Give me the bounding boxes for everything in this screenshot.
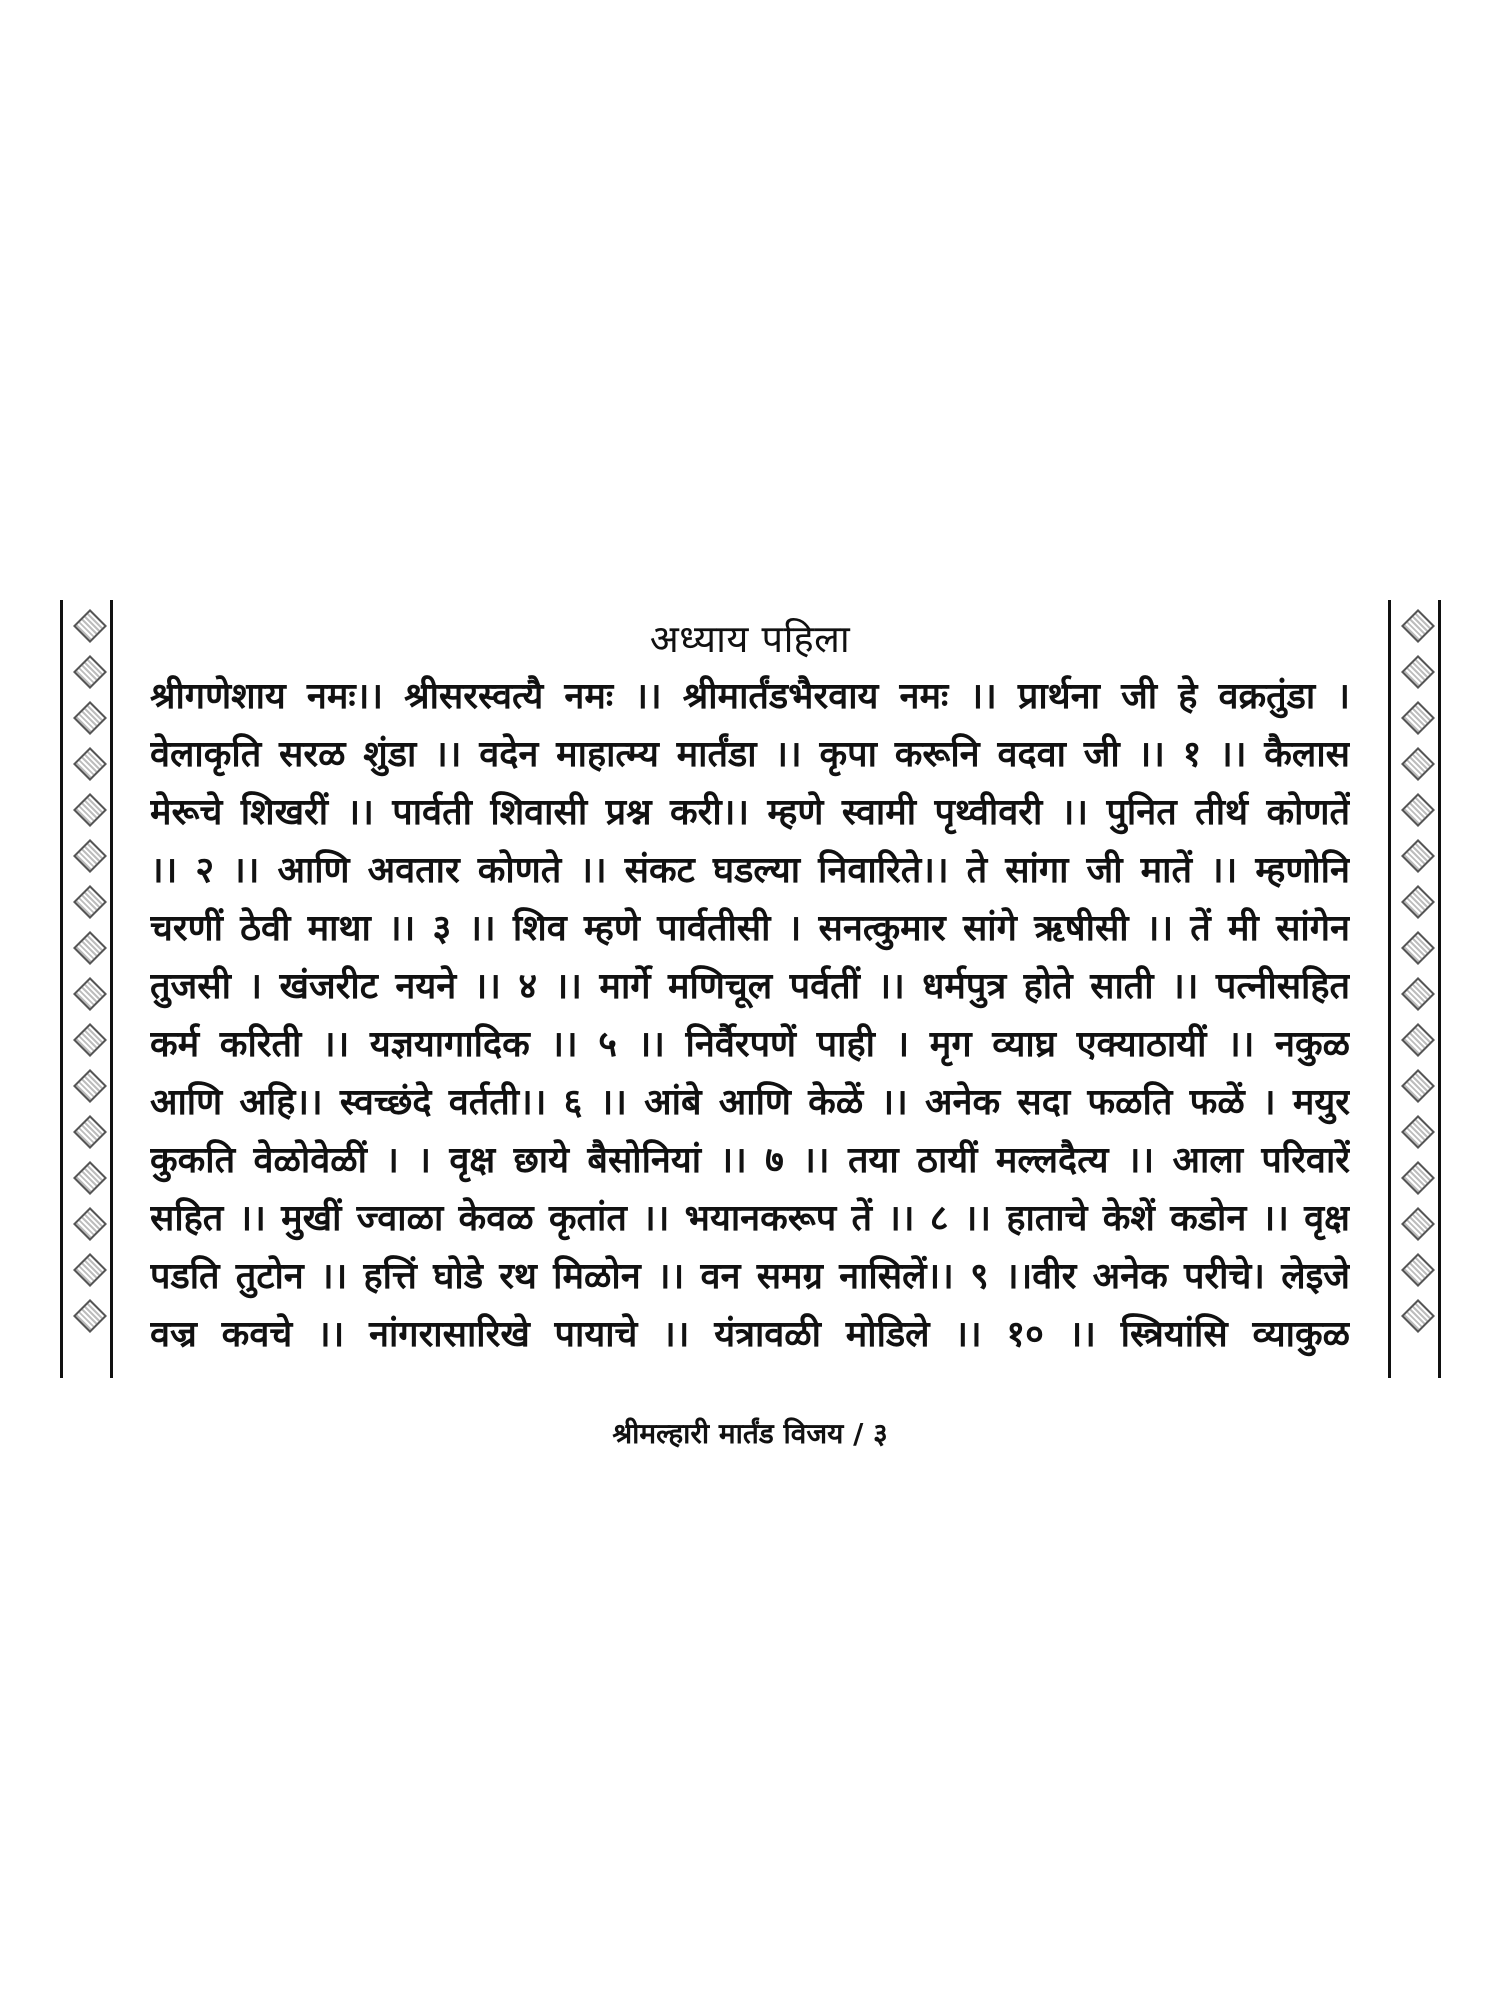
- border-rule: [1388, 600, 1391, 1378]
- diamond-ornament-icon: [1401, 747, 1435, 781]
- border-rule: [1438, 600, 1441, 1378]
- diamond-ornament-icon: [1401, 1069, 1435, 1103]
- diamond-ornament-stack: [73, 614, 107, 1350]
- verse-line: चरणीं ठेवी माथा ।। ३ ।। शिव म्हणे पार्वतीसी । सनत्कुमार सांगे ऋषीसी ।। तें मी सांगेन: [150, 908, 1350, 949]
- verse-line: पडति तुटोन ।। हत्तिं घोडे रथ मिळोन ।। वन समग्र नासिलें।। ९ ।।वीर अनेक परीचे। लेइजे: [150, 1256, 1350, 1297]
- diamond-ornament-icon: [1401, 1023, 1435, 1057]
- verse-line: वज्र कवचे ।। नांगरासारिखे पायाचे ।। यंत्रावळी मोडिले ।। १० ।। स्त्रियांसि व्याकुळ: [150, 1314, 1350, 1355]
- page-footer: श्रीमल्हारी मार्तंड विजय / ३: [612, 1417, 888, 1450]
- border-rule: [60, 600, 63, 1378]
- verse-text-block: [150, 668, 1350, 1364]
- diamond-ornament-icon: [73, 1023, 107, 1057]
- diamond-ornament-icon: [73, 977, 107, 1011]
- diamond-ornament-icon: [73, 931, 107, 965]
- diamond-ornament-icon: [1401, 1207, 1435, 1241]
- diamond-ornament-icon: [1401, 931, 1435, 965]
- diamond-ornament-icon: [73, 1115, 107, 1149]
- right-decorative-border: [1388, 600, 1448, 1378]
- verse-line: कुकति वेळोवेळीं । । वृक्ष छाये बैसोनियां ।। ७ ।। तया ठायीं मल्लदैत्य ।। आला परिवारें: [150, 1140, 1350, 1181]
- verse-line: सहित ।। मुखीं ज्वाळा केवळ कृतांत ।। भयानकरूप तें ।। ८ ।। हाताचे केशें कडोन ।। वृक्ष: [150, 1198, 1350, 1239]
- diamond-ornament-icon: [73, 1299, 107, 1333]
- diamond-ornament-icon: [73, 885, 107, 919]
- diamond-ornament-icon: [73, 793, 107, 827]
- diamond-ornament-icon: [1401, 701, 1435, 735]
- diamond-ornament-icon: [73, 1069, 107, 1103]
- verse-line: वेलाकृति सरळ शुंडा ।। वदेन माहात्म्य मार्तंडा ।। कृपा करूनि वदवा जी ।। १ ।। कैलास: [150, 734, 1350, 775]
- left-decorative-border: [60, 600, 120, 1378]
- diamond-ornament-icon: [73, 1207, 107, 1241]
- verse-line: आणि अहि।। स्वच्छंदे वर्तती।। ६ ।। आंबे आणि केळें ।। अनेक सदा फळति फळें । मयुर: [150, 1082, 1350, 1123]
- diamond-ornament-icon: [73, 839, 107, 873]
- diamond-ornament-icon: [1401, 885, 1435, 919]
- diamond-ornament-icon: [1401, 793, 1435, 827]
- border-rule: [110, 600, 113, 1378]
- diamond-ornament-icon: [73, 1161, 107, 1195]
- diamond-ornament-icon: [1401, 977, 1435, 1011]
- verse-line: तुजसी । खंजरीट नयने ।। ४ ।। मार्गे मणिचूल पर्वतीं ।। धर्मपुत्र होते साती ।। पत्नीसहित: [150, 966, 1350, 1007]
- verse-line: कर्म करिती ।। यज्ञयागादिक ।। ५ ।। निर्वैरपणें पाही । मृग व्याघ्र एक्याठायीं ।। नकुळ: [150, 1024, 1350, 1065]
- verse-line: ।। २ ।। आणि अवतार कोणते ।। संकट घडल्या निवारिते।। ते सांगा जी मातें ।। म्हणोनि: [150, 850, 1350, 891]
- diamond-ornament-stack: [1401, 614, 1435, 1350]
- verse-line: मेरूचे शिखरीं ।। पार्वती शिवासी प्रश्न करी।। म्हणे स्वामी पृथ्वीवरी ।। पुनित तीर्थ कोणतें: [150, 792, 1350, 833]
- verse-line: श्रीगणेशाय नमः।। श्रीसरस्वत्यै नमः ।। श्रीमार्तंडभैरवाय नमः ।। प्रार्थना जी हे वक्रतुंडा ।: [150, 676, 1350, 717]
- diamond-ornament-icon: [73, 1253, 107, 1287]
- diamond-ornament-icon: [1401, 1299, 1435, 1333]
- diamond-ornament-icon: [1401, 1161, 1435, 1195]
- diamond-ornament-icon: [1401, 1115, 1435, 1149]
- diamond-ornament-icon: [73, 701, 107, 735]
- diamond-ornament-icon: [73, 747, 107, 781]
- chapter-title: अध्याय पहिला: [649, 617, 851, 661]
- diamond-ornament-icon: [1401, 839, 1435, 873]
- diamond-ornament-icon: [1401, 1253, 1435, 1287]
